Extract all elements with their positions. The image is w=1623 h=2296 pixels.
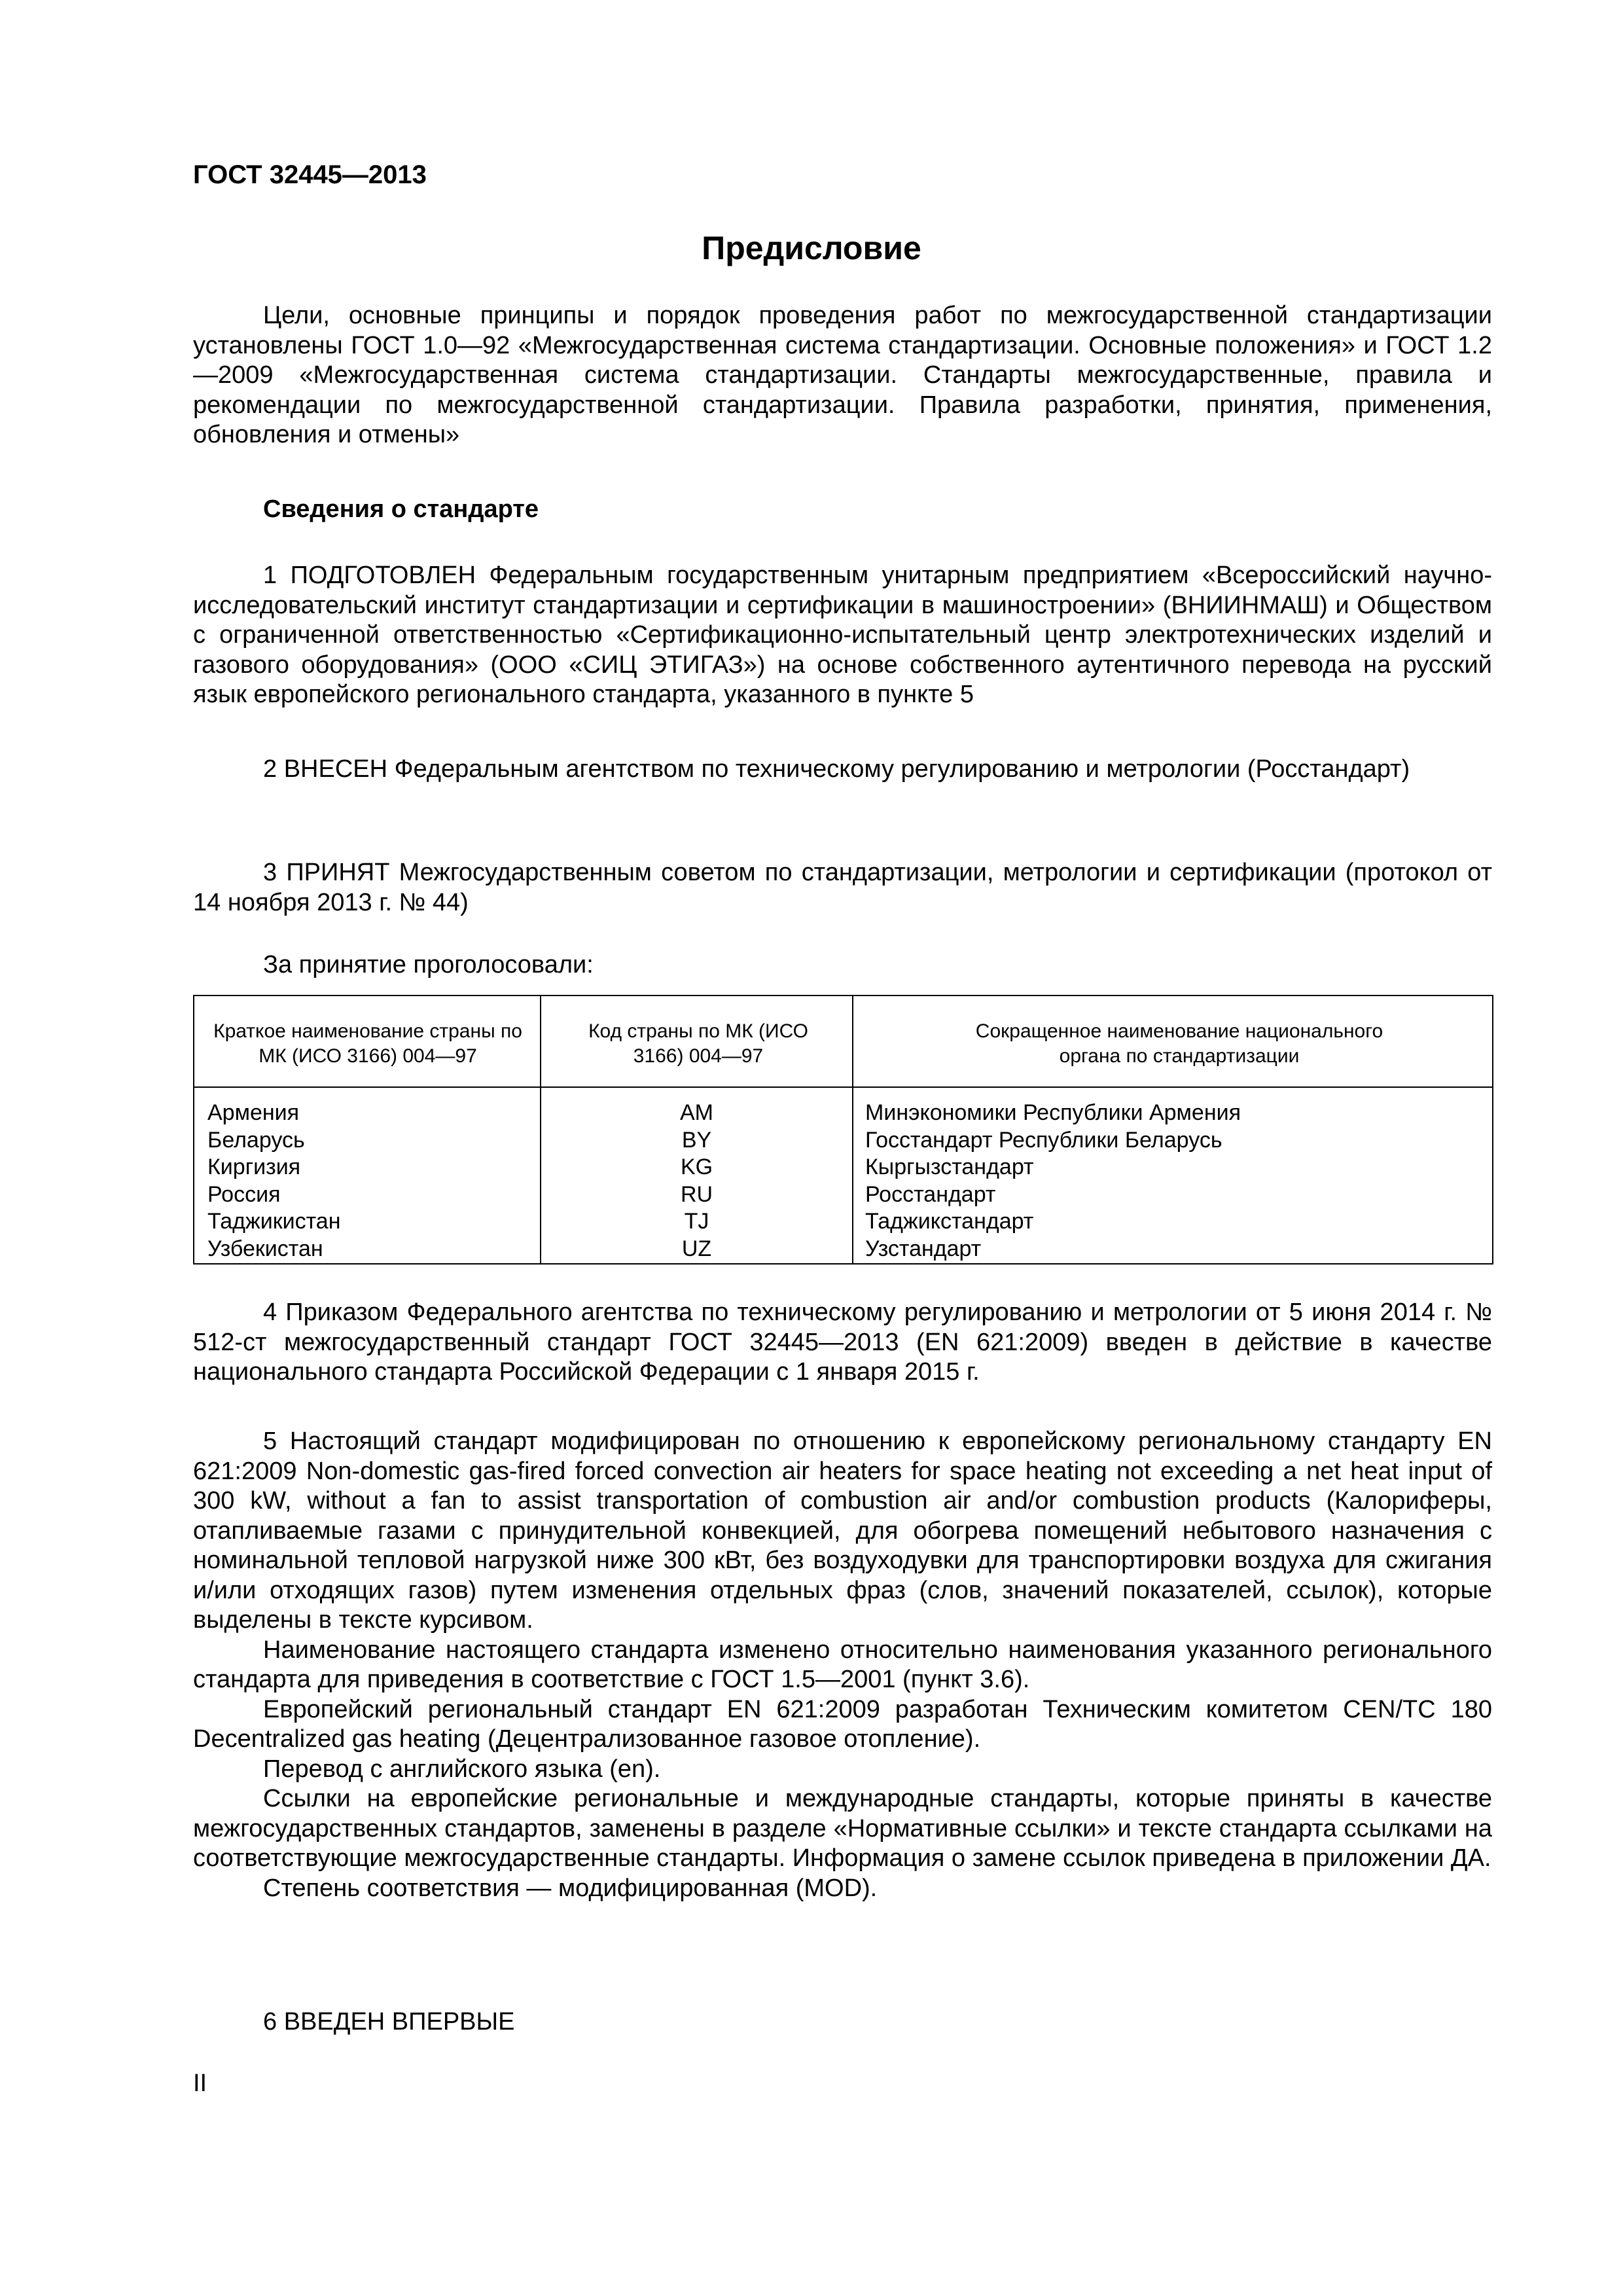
item-5-name-note: Наименование настоящего стандарта изменено относительно наименования указанного регионального стандарта для приведения в соответствие с ГОСТ 1.5—2001 (пункт 3.6). <box>193 1636 1492 1693</box>
table-column-country <box>207 1100 528 1263</box>
item-5-references-note: Ссылки на европейские региональные и международные стандарты, которые приняты в качестве межгосударственных стандартов, заменены в разделе «Нормативные ссылки» и тексте стандарта ссылками на соответствующие межгосударственные стандарты. Информация о замене ссылок приведена в приложении ДА. <box>193 1785 1492 1872</box>
item-2 <box>193 755 1492 785</box>
table-cell-authority: Таджикстандарт <box>865 1209 1034 1234</box>
table-cell-country: Россия <box>207 1181 281 1207</box>
item-1 <box>193 561 1492 710</box>
table-cell-authority: Узстандарт <box>865 1236 982 1261</box>
voting-table <box>193 995 1493 1265</box>
table-header-country: Краткое наименование страны по МК (ИСО 3166) 004—97 <box>213 1020 522 1067</box>
item-5-committee-note: Европейский региональный стандарт EN 621:2009 разработан Техническим комитетом CEN/TC 180 Decentralized gas heating (Децентрализованное газовое отопление). <box>193 1695 1492 1753</box>
item-3 <box>193 858 1492 918</box>
table-header-authority: Сокращенное наименование национального органа по стандартизации <box>975 1020 1383 1067</box>
item-5-text: 5 Настоящий стандарт модифицирован по отношению к европейскому региональному стандарту EN 621:2009 Non-domestic gas-fired forced convection air heaters for space heating not exceeding a net heat input of 300 kW, without a fan to assist transportation of combustion air and/or combustion products (Калориферы, отапливаемые газами с принудительной конвекцией, для обогрева помещений небытового назначения с номинальной тепловой нагрузкой ниже 300 кВт, без воздуходувки для транспортировки воздуха для сжигания и/или отходящих газов) путем изменения отдельных фраз (слов, значений показателей, ссылок), которые выделены в тексте курсивом. <box>193 1427 1492 1634</box>
vote-intro: За принятие проголосовали: <box>263 951 594 978</box>
table-cell-authority: Минэкономики Республики Армения <box>865 1100 1241 1125</box>
table-cell-code: RU <box>680 1181 713 1207</box>
item-2-text: 2 ВНЕСЕН Федеральным агентством по техническому регулированию и метрологии (Росстандарт) <box>263 755 1410 783</box>
table-column-authority <box>865 1100 1480 1263</box>
table-cell-country: Беларусь <box>207 1127 305 1153</box>
standard-info-heading: Сведения о стандарте <box>263 495 539 523</box>
item-5 <box>193 1427 1492 1903</box>
table-cell-authority: Росстандарт <box>865 1181 996 1207</box>
table-cell-code: BY <box>681 1127 712 1153</box>
item-1-text: 1 ПОДГОТОВЛЕН Федеральным государственным унитарным предприятием «Всероссийский научно-исследовательский институт стандартизации и сертификации в машиностроении» (ВНИИНМАШ) и Обществом с ограниченной ответственностью «Сертификационно-испытательный центр электротехнических изделий и газового оборудования» (ООО «СИЦ ЭТИГАЗ») на основе собственного аутентичного перевода на русский язык европейского регионального стандарта, указанного в пункте 5 <box>193 562 1492 708</box>
table-divider <box>852 996 853 1263</box>
table-cell-authority: Кыргызстандарт <box>865 1155 1034 1179</box>
intro-paragraph <box>193 301 1492 450</box>
item-6: 6 ВВЕДЕН ВПЕРВЫЕ <box>263 2008 515 2036</box>
table-cell-country: Таджикистан <box>207 1209 341 1234</box>
intro-text: Цели, основные принципы и порядок проведения работ по межгосударственной стандартизации установлены ГОСТ 1.0—92 «Межгосударственная система стандартизации. Основные положения» и ГОСТ 1.2—2009 «Межгосударственная система стандартизации. Стандарты межгосударственные, правила и рекомендации по межгосударственной стандартизации. Правила разработки, принятия, применения, обновления и отмены» <box>193 302 1492 448</box>
item-5-conformity-note: Степень соответствия — модифицированная (MOD). <box>263 1874 878 1902</box>
page-title: Предисловие <box>702 230 921 266</box>
table-cell-code: TJ <box>684 1209 709 1234</box>
page-number: II <box>193 2070 207 2097</box>
item-4-text: 4 Приказом Федерального агентства по техническому регулированию и метрологии от 5 июня 2014 г. № 512-ст межгосударственный стандарт ГОСТ 32445—2013 (EN 621:2009) введен в действие в качестве национального стандарта Российской Федерации с 1 января 2015 г. <box>193 1299 1492 1386</box>
table-cell-code: AM <box>680 1100 713 1125</box>
table-header-code: Код страны по МК (ИСО 3166) 004—97 <box>588 1020 808 1067</box>
item-5-translation-note: Перевод с английского языка (en). <box>263 1755 661 1783</box>
item-4 <box>193 1298 1492 1388</box>
item-3-text: 3 ПРИНЯТ Межгосударственным советом по стандартизации, метрологии и сертификации (протокол от 14 ноября 2013 г. № 44) <box>193 859 1492 916</box>
table-cell-country: Узбекистан <box>207 1236 323 1261</box>
table-cell-authority: Госстандарт Республики Беларусь <box>865 1127 1222 1153</box>
table-cell-country: Армения <box>207 1100 300 1125</box>
table-cell-code: KG <box>680 1155 713 1179</box>
table-cell-country: Киргизия <box>207 1155 301 1179</box>
table-column-code <box>541 1100 852 1263</box>
table-cell-code: UZ <box>681 1236 712 1261</box>
document-number: ГОСТ 32445—2013 <box>193 160 427 189</box>
